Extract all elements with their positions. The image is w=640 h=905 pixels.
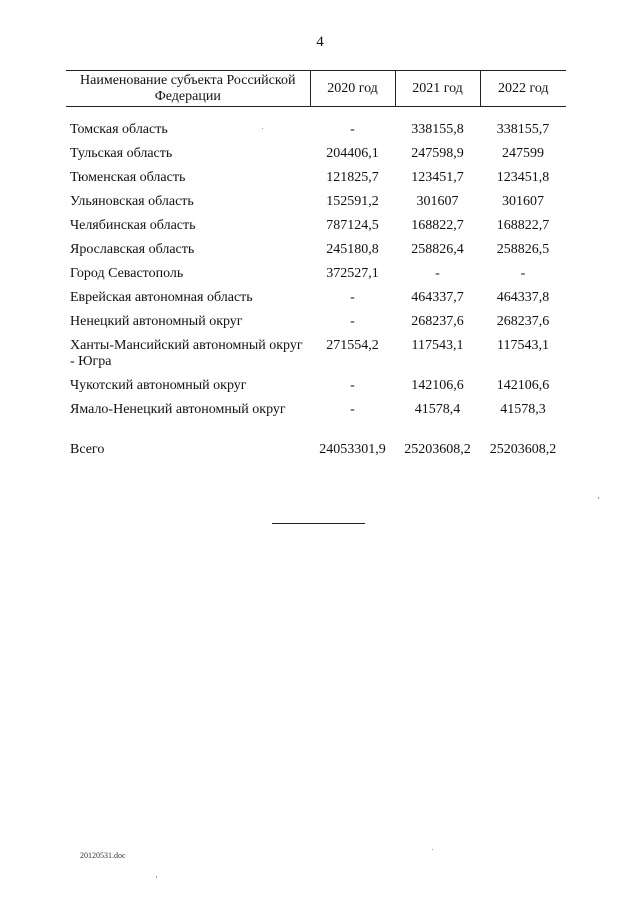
total-2020: 24053301,9 [319,442,386,457]
total-label: Всего [70,442,105,457]
value-2022: 464337,8 [496,290,550,305]
total-2022: 25203608,2 [489,442,557,457]
region-name: Челябинская область [70,218,196,233]
scan-speck [156,876,157,878]
table-row [66,338,566,378]
value-2020: 204406,1 [326,146,379,161]
value-2021: 168822,7 [411,218,464,233]
value-2021: 464337,7 [411,290,464,305]
table-row [66,290,566,314]
value-2021: 117543,1 [411,338,464,353]
table-row [66,314,566,338]
value-2020: 245180,8 [326,242,379,257]
subsidy-table [66,70,566,466]
value-2021: - [435,266,440,281]
scan-speck [262,128,263,129]
value-2021: 258826,4 [411,242,464,257]
end-separator-line [272,523,365,524]
table-row [66,242,566,266]
region-name: Томская область [70,122,168,137]
region-name: Тульская область [70,146,173,161]
table-row [66,378,566,402]
value-2020: 372527,1 [326,266,379,281]
region-name: Чукотский автономный округ [70,378,247,393]
region-name: Тюменская область [70,170,186,185]
header-region-name: Наименование субъекта Российской Федерации [66,71,310,107]
value-2022: 117543,1 [497,338,549,353]
value-2022: 168822,7 [496,218,550,233]
table-row [66,122,566,146]
value-2021: 142106,6 [411,378,464,393]
value-2021: 301607 [416,194,459,209]
value-2020: 271554,2 [326,338,379,353]
value-2022: 123451,8 [496,170,550,185]
region-name: Ярославская область [70,242,195,257]
value-2021: 41578,4 [414,402,461,417]
value-2021: 123451,7 [411,170,464,185]
table-row [66,170,566,194]
value-2021: 338155,8 [411,122,464,137]
region-name: Ханты-Мансийский автономный округ - Югра [70,338,303,369]
value-2020: 787124,5 [326,218,379,233]
value-2022: 301607 [502,194,544,209]
region-name: Ульяновская область [70,194,194,209]
page-number: 4 [316,34,324,50]
table-row [66,146,566,170]
region-name: Еврейская автономная область [70,290,253,305]
value-2022: 41578,3 [500,402,546,417]
value-2021: 268237,6 [411,314,464,329]
value-2022: 142106,6 [496,378,550,393]
value-2022: 268237,6 [496,314,550,329]
region-name: Ямало-Ненецкий автономный округ [70,402,286,417]
table-row-total [66,442,566,466]
value-2022: - [520,266,526,281]
region-name: Город Севастополь [70,266,184,281]
table-row [66,218,566,242]
total-2021: 25203608,2 [404,442,471,457]
value-2021: 247598,9 [411,146,464,161]
header-2022: 2022 год [480,71,566,107]
value-2022: 338155,7 [496,122,550,137]
scan-speck [598,497,599,499]
value-2020: 152591,2 [326,194,379,209]
value-2020: - [350,290,355,305]
region-name: Ненецкий автономный округ [70,314,243,329]
scan-speck [432,849,433,850]
header-2021: 2021 год [395,71,480,107]
header-2020: 2020 год [310,71,395,107]
value-2020: 121825,7 [326,170,379,185]
value-2022: 247599 [502,146,544,161]
value-2022: 258826,5 [496,242,550,257]
value-2020: - [350,378,355,393]
table-row [66,266,566,290]
value-2020: - [350,314,355,329]
value-2020: - [350,122,355,137]
value-2020: - [350,402,355,417]
table-header-row [66,71,566,107]
table-row [66,402,566,442]
footer-filename: 20120531.doc [80,851,126,860]
table-row [66,194,566,218]
